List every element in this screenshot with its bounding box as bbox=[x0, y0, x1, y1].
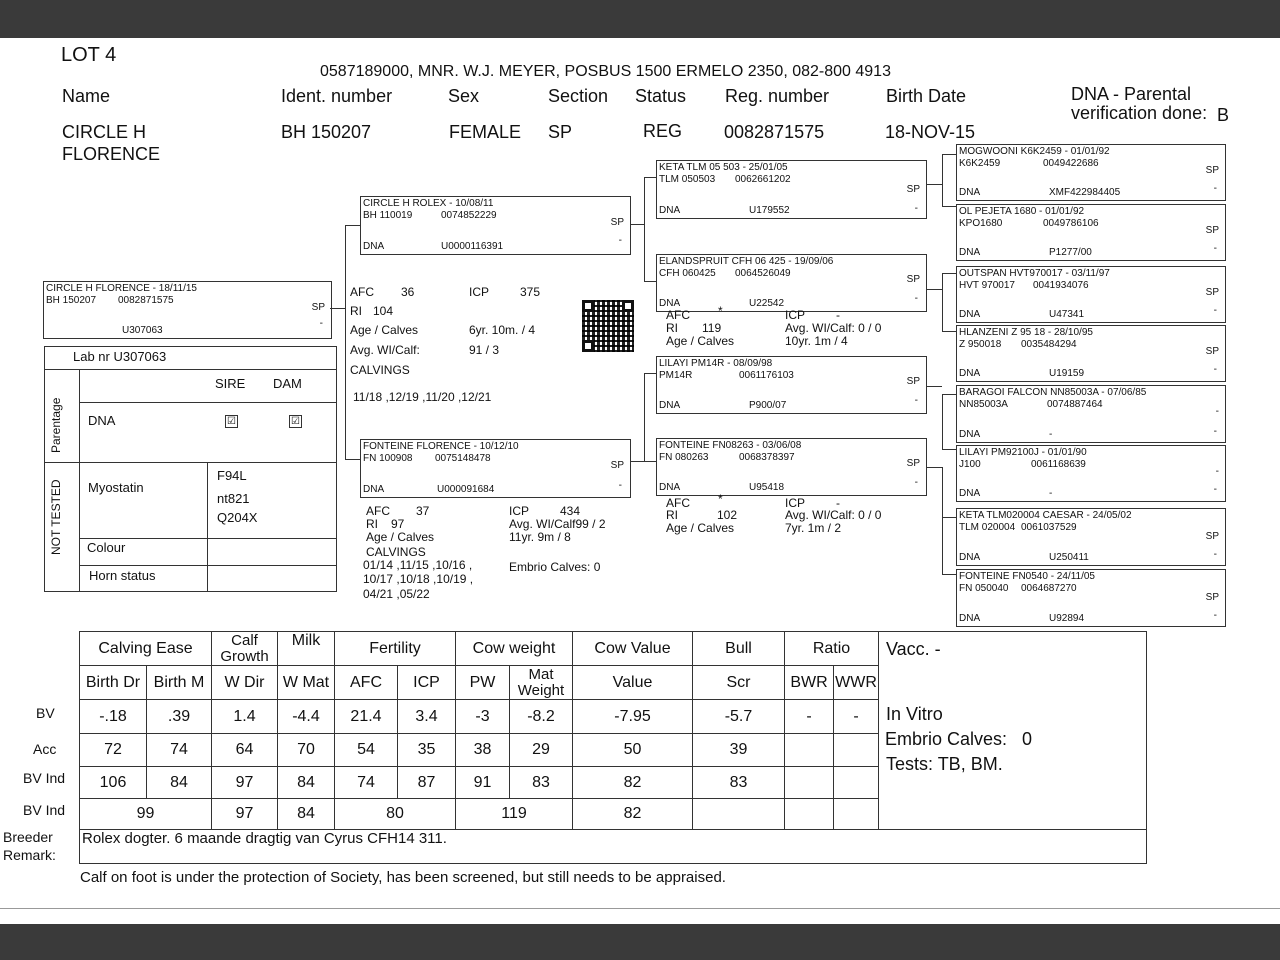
group-milk: Milk bbox=[278, 632, 335, 666]
subject-name: CIRCLE H FLORENCE - 18/11/15 bbox=[46, 283, 197, 294]
dam-dna-checkbox-icon: ☑ bbox=[289, 415, 302, 428]
ggp-dash: - bbox=[1213, 549, 1217, 560]
ggp-id: Z 950018 bbox=[959, 339, 1002, 350]
sire-dna: U0000116391 bbox=[441, 241, 504, 252]
ggp-dna: - bbox=[1049, 429, 1053, 440]
ind-cell bbox=[785, 767, 834, 799]
ggp-dash: - bbox=[1213, 183, 1217, 194]
col-scr: Scr bbox=[693, 666, 785, 700]
ggp-section: SP bbox=[1205, 287, 1219, 298]
bv-cell: -5.7 bbox=[693, 700, 785, 734]
group-fertility: Fertility bbox=[335, 632, 456, 666]
ind-cell: 84 bbox=[278, 767, 335, 799]
dam-dna-label: DNA bbox=[363, 484, 385, 495]
great-grandparent-box bbox=[956, 204, 1226, 261]
grandparent-dna-label: DNA bbox=[659, 400, 681, 411]
great-grandparent-box bbox=[956, 445, 1226, 502]
gd2-age-label: Age / Calves bbox=[666, 521, 735, 535]
ggp-dna-label: DNA bbox=[959, 309, 981, 320]
grandparent-name: LILAYI PM14R - 08/09/98 bbox=[659, 358, 773, 369]
myostatin-label: Myostatin bbox=[88, 480, 144, 495]
value-reg: 0082871575 bbox=[724, 122, 825, 142]
label-dna-verification: verification done: bbox=[1071, 103, 1208, 123]
grandparent-dash: - bbox=[914, 293, 918, 304]
ggp-dna: XMF422984405 bbox=[1049, 187, 1121, 198]
group-bull: Bull bbox=[693, 632, 785, 666]
label-section: Section bbox=[548, 86, 609, 106]
grandparent-dash: - bbox=[914, 395, 918, 406]
grandparent-name: FONTEINE FN08263 - 03/06/08 bbox=[659, 440, 802, 451]
ggp-reg: 0064687270 bbox=[1021, 583, 1077, 594]
grandparent-dna: U179552 bbox=[749, 205, 790, 216]
ggp-section: SP bbox=[1205, 165, 1219, 176]
acc-cell: 35 bbox=[398, 734, 456, 767]
gd1-age: 10yr. 1m / 4 bbox=[785, 334, 848, 348]
ind-cell: 82 bbox=[573, 767, 693, 799]
remark-label: Remark: bbox=[3, 847, 56, 863]
subject-section: SP bbox=[311, 302, 325, 313]
sire-id: BH 110019 bbox=[363, 210, 413, 221]
sire-dna-checkbox-icon: ☑ bbox=[225, 415, 238, 428]
label-status: Status bbox=[635, 86, 687, 106]
main-ri-label: RI bbox=[350, 304, 362, 318]
embrio-calves-value: 0 bbox=[1022, 729, 1033, 749]
main-ri: 104 bbox=[373, 304, 394, 318]
bv-cell: -7.95 bbox=[573, 700, 693, 734]
ggp-reg: 0041934076 bbox=[1033, 280, 1089, 291]
parentage-box bbox=[44, 346, 337, 592]
gd1-icp-label: ICP bbox=[785, 308, 806, 322]
ind-cell: 83 bbox=[693, 767, 785, 799]
label-ident: Ident. number bbox=[281, 86, 393, 106]
dam-header: DAM bbox=[273, 376, 302, 391]
gd1-afc-label: AFC bbox=[666, 308, 690, 322]
dam-calvings-1: 01/14 ,11/15 ,10/16 , bbox=[363, 558, 473, 572]
great-grandparent-box bbox=[956, 385, 1226, 443]
ggp-reg: 0049786106 bbox=[1043, 218, 1099, 229]
value-ident: BH 150207 bbox=[281, 122, 372, 142]
bottom-rule bbox=[0, 908, 1280, 909]
ggp-dna: U47341 bbox=[1049, 309, 1085, 320]
breeder-remark: Rolex dogter. 6 maande dragtig van Cyrus CFH14 311. bbox=[80, 830, 1147, 864]
grandparent-id: PM14R bbox=[659, 370, 693, 381]
bottom-bar bbox=[0, 924, 1280, 960]
main-wi-label: Avg. WI/Calf: bbox=[350, 343, 420, 357]
bv-cell: 3.4 bbox=[398, 700, 456, 734]
acc-cell: 72 bbox=[80, 734, 147, 767]
col-w-mat: W Mat bbox=[278, 666, 335, 700]
row-label-acc: Acc bbox=[33, 741, 57, 757]
ggp-dna-label: DNA bbox=[959, 247, 981, 258]
value-section: SP bbox=[548, 122, 573, 142]
acc-cell: 50 bbox=[573, 734, 693, 767]
ind2-cell: 84 bbox=[278, 799, 335, 830]
ind2-cell bbox=[785, 799, 834, 830]
dam-ri-label: RI bbox=[366, 517, 378, 531]
ind2-cell: 82 bbox=[573, 799, 693, 830]
grandparent-dna: P900/07 bbox=[749, 400, 787, 411]
ggp-section: SP bbox=[1205, 531, 1219, 542]
sire-section: SP bbox=[610, 217, 624, 228]
subject-dna: U307063 bbox=[122, 325, 163, 336]
subject-dash: - bbox=[319, 318, 323, 329]
gd2-wi: Avg. WI/Calf: 0 / 0 bbox=[785, 508, 882, 522]
grandparent-id: CFH 060425 bbox=[659, 268, 716, 279]
sire-header: SIRE bbox=[215, 376, 246, 391]
dam-age-label: Age / Calves bbox=[366, 530, 435, 544]
great-grandparent-box bbox=[956, 508, 1226, 566]
gd2-afc-label: AFC bbox=[666, 496, 690, 510]
dam-afc: 37 bbox=[416, 504, 430, 518]
ggp-section: SP bbox=[1205, 346, 1219, 357]
grandparent-reg: 0064526049 bbox=[735, 268, 791, 279]
grandparent-dna-label: DNA bbox=[659, 205, 681, 216]
breeder-label: Breeder bbox=[3, 829, 53, 845]
subject-box bbox=[43, 281, 332, 339]
gd2-icp-label: ICP bbox=[785, 496, 806, 510]
ggp-section: SP bbox=[1205, 592, 1219, 603]
grandparent-reg: 0061176103 bbox=[739, 370, 794, 381]
main-age-label: Age / Calves bbox=[350, 323, 419, 337]
parentage-label: Parentage bbox=[49, 397, 63, 453]
ggp-dna-label: DNA bbox=[959, 488, 981, 499]
ggp-reg: 0061037529 bbox=[1021, 522, 1077, 533]
ggp-reg: 0061168639 bbox=[1031, 459, 1086, 470]
ggp-reg: 0035484294 bbox=[1021, 339, 1077, 350]
grandparent-dash: - bbox=[914, 477, 918, 488]
ggp-dna-label: DNA bbox=[959, 552, 981, 563]
ggp-reg: 0074887464 bbox=[1047, 399, 1103, 410]
grandparent-dna: U95418 bbox=[749, 482, 785, 493]
bv-cell: - bbox=[785, 700, 834, 734]
acc-cell: 70 bbox=[278, 734, 335, 767]
dam-afc-label: AFC bbox=[366, 504, 390, 518]
gd2-ri: 102 bbox=[717, 508, 738, 522]
ggp-dash: - bbox=[1213, 243, 1217, 254]
great-grandparent-box bbox=[956, 266, 1226, 323]
main-wi: 91 / 3 bbox=[469, 343, 500, 357]
gd2-icp: - bbox=[836, 496, 840, 510]
row-label-bv-ind: BV Ind bbox=[23, 770, 66, 786]
value-sex: FEMALE bbox=[449, 122, 522, 142]
ind-cell: 74 bbox=[335, 767, 398, 799]
ggp-dna: P1277/00 bbox=[1049, 247, 1092, 258]
ggp-dna-label: DNA bbox=[959, 429, 981, 440]
grandparent-section: SP bbox=[906, 274, 920, 285]
main-icp: 375 bbox=[520, 285, 541, 299]
value-name-line1: CIRCLE H bbox=[62, 122, 147, 142]
col-mat-weight: Mat Weight bbox=[510, 666, 573, 700]
ind2-cell: 119 bbox=[456, 799, 573, 830]
ggp-name: LILAYI PM92100J - 01/01/90 bbox=[959, 447, 1087, 458]
dam-calvings-2: 10/17 ,10/18 ,10/19 , bbox=[363, 572, 474, 586]
dam-calvings-3: 04/21 ,05/22 bbox=[363, 587, 430, 601]
main-calvings-label: CALVINGS bbox=[350, 363, 410, 377]
grandparent-name: KETA TLM 05 503 - 25/01/05 bbox=[659, 162, 788, 173]
dam-box bbox=[360, 439, 631, 498]
dam-icp-label: ICP bbox=[509, 504, 530, 518]
label-sex: Sex bbox=[448, 86, 480, 106]
value-status: REG bbox=[643, 121, 683, 141]
lab-number: Lab nr U307063 bbox=[73, 349, 167, 364]
ind2-cell: 99 bbox=[80, 799, 212, 830]
col-birth-dr: Birth Dr bbox=[80, 666, 147, 700]
ggp-id: HVT 970017 bbox=[959, 280, 1015, 291]
dam-icp: 434 bbox=[560, 504, 581, 518]
bv-cell: 21.4 bbox=[335, 700, 398, 734]
sire-box bbox=[360, 196, 631, 255]
gd1-ri-label: RI bbox=[666, 321, 678, 335]
ind2-cell: 80 bbox=[335, 799, 456, 830]
myostatin-f94l: F94L bbox=[217, 468, 247, 483]
acc-cell bbox=[834, 734, 879, 767]
dam-ri: 97 bbox=[391, 517, 405, 531]
grandparent-dna-label: DNA bbox=[659, 482, 681, 493]
grandparent-reg: 0062661202 bbox=[735, 174, 791, 185]
value-dna-verification: B bbox=[1217, 105, 1230, 125]
ggp-section: - bbox=[1215, 466, 1219, 477]
ind-cell: 97 bbox=[212, 767, 278, 799]
sire-name: CIRCLE H ROLEX - 10/08/11 bbox=[363, 198, 494, 209]
ggp-dna-label: DNA bbox=[959, 368, 981, 379]
ggp-dna: U250411 bbox=[1049, 552, 1089, 563]
ind-cell: 87 bbox=[398, 767, 456, 799]
dam-calvings-label: CALVINGS bbox=[366, 545, 426, 559]
horn-status-label: Horn status bbox=[89, 568, 156, 583]
breeding-values-table bbox=[79, 631, 1147, 864]
acc-cell bbox=[785, 734, 834, 767]
dna-row-label: DNA bbox=[88, 413, 116, 428]
bv-cell: -3 bbox=[456, 700, 510, 734]
ggp-id: K6K2459 bbox=[959, 158, 1001, 169]
grandparent-section: SP bbox=[906, 184, 920, 195]
gd1-afc: * bbox=[718, 304, 723, 318]
ggp-section: SP bbox=[1205, 225, 1219, 236]
not-tested-label: NOT TESTED bbox=[49, 479, 63, 555]
col-birth-m: Birth M bbox=[147, 666, 212, 700]
colour-label: Colour bbox=[87, 540, 126, 555]
ggp-id: NN85003A bbox=[959, 399, 1008, 410]
dam-section: SP bbox=[610, 460, 624, 471]
grandparent-box bbox=[656, 438, 927, 496]
ggp-dna: - bbox=[1049, 488, 1053, 499]
ggp-dna-label: DNA bbox=[959, 613, 981, 624]
gd2-age: 7yr. 1m / 2 bbox=[785, 521, 842, 535]
ggp-name: MOGWOONI K6K2459 - 01/01/92 bbox=[959, 146, 1110, 157]
ggp-dna: U92894 bbox=[1049, 613, 1085, 624]
grandparent-id: FN 080263 bbox=[659, 452, 709, 463]
ind-cell: 106 bbox=[80, 767, 147, 799]
main-age: 6yr. 10m. / 4 bbox=[469, 323, 536, 337]
grandparent-section: SP bbox=[906, 376, 920, 387]
grandparent-box bbox=[656, 254, 927, 312]
dam-id: FN 100908 bbox=[363, 453, 413, 464]
dam-dash: - bbox=[618, 480, 622, 491]
col-wwr: WWR bbox=[834, 666, 879, 700]
ggp-name: FONTEINE FN0540 - 24/11/05 bbox=[959, 571, 1095, 582]
grandparent-id: TLM 050503 bbox=[659, 174, 716, 185]
grandparent-box bbox=[656, 160, 927, 219]
acc-cell: 54 bbox=[335, 734, 398, 767]
bv-cell: 1.4 bbox=[212, 700, 278, 734]
dam-reg: 0075148478 bbox=[435, 453, 491, 464]
ggp-name: OL PEJETA 1680 - 01/01/92 bbox=[959, 206, 1085, 217]
myostatin-nt821: nt821 bbox=[217, 491, 250, 506]
dam-wi: Avg. WI/Calf99 / 2 bbox=[509, 517, 606, 531]
ggp-id: TLM 020004 bbox=[959, 522, 1016, 533]
gd1-wi: Avg. WI/Calf: 0 / 0 bbox=[785, 321, 882, 335]
col-afc: AFC bbox=[335, 666, 398, 700]
dam-embrio: Embrio Calves: 0 bbox=[509, 560, 601, 574]
tests-text: Tests: TB, BM. bbox=[886, 754, 1003, 774]
col-w-dir: W Dir bbox=[212, 666, 278, 700]
vaccination-panel bbox=[879, 632, 1147, 830]
ind-cell: 83 bbox=[510, 767, 573, 799]
ggp-dna-label: DNA bbox=[959, 187, 981, 198]
qr-code-icon bbox=[582, 300, 634, 352]
bv-cell: -.18 bbox=[80, 700, 147, 734]
group-cow-value: Cow Value bbox=[573, 632, 693, 666]
ind-cell bbox=[834, 767, 879, 799]
acc-cell: 29 bbox=[510, 734, 573, 767]
gd1-age-label: Age / Calves bbox=[666, 334, 735, 348]
acc-cell: 38 bbox=[456, 734, 510, 767]
ggp-id: KPO1680 bbox=[959, 218, 1003, 229]
col-bwr: BWR bbox=[785, 666, 834, 700]
acc-cell: 64 bbox=[212, 734, 278, 767]
great-grandparent-box bbox=[956, 569, 1226, 627]
row-label-bv-ind-2: BV Ind bbox=[23, 802, 66, 818]
subject-reg: 0082871575 bbox=[118, 295, 174, 306]
grandparent-dna: U22542 bbox=[749, 298, 785, 309]
main-afc-label: AFC bbox=[350, 285, 374, 299]
great-grandparent-box bbox=[956, 144, 1226, 201]
label-birth: Birth Date bbox=[886, 86, 967, 106]
group-ratio: Ratio bbox=[785, 632, 879, 666]
value-birth: 18-NOV-15 bbox=[885, 122, 976, 142]
top-bar bbox=[0, 0, 1280, 38]
great-grandparent-box bbox=[956, 325, 1226, 382]
ggp-dna: U19159 bbox=[1049, 368, 1085, 379]
col-icp: ICP bbox=[398, 666, 456, 700]
label-name: Name bbox=[62, 86, 111, 106]
group-cow-weight: Cow weight bbox=[456, 632, 573, 666]
owner-contact: 0587189000, MNR. W.J. MEYER, POSBUS 1500 ERMELO 2350, 082-800 4913 bbox=[320, 63, 891, 80]
subject-id: BH 150207 bbox=[46, 295, 97, 306]
vacc-text: Vacc. - bbox=[886, 639, 941, 659]
sire-dna-label: DNA bbox=[363, 241, 385, 252]
dam-dna: U000091684 bbox=[437, 484, 495, 495]
myostatin-q204x: Q204X bbox=[217, 510, 258, 525]
ind-cell: 84 bbox=[147, 767, 212, 799]
label-reg: Reg. number bbox=[725, 86, 830, 106]
ggp-id: J100 bbox=[959, 459, 981, 470]
ggp-dash: - bbox=[1213, 426, 1217, 437]
dam-name: FONTEINE FLORENCE - 10/12/10 bbox=[363, 441, 519, 452]
grandparent-dna-label: DNA bbox=[659, 298, 681, 309]
gd2-ri-label: RI bbox=[666, 508, 678, 522]
acc-cell: 74 bbox=[147, 734, 212, 767]
ind2-cell bbox=[834, 799, 879, 830]
ggp-name: HLANZENI Z 95 18 - 28/10/95 bbox=[959, 327, 1093, 338]
dam-age: 11yr. 9m / 8 bbox=[509, 530, 571, 544]
sire-reg: 0074852229 bbox=[441, 210, 497, 221]
ggp-reg: 0049422686 bbox=[1043, 158, 1099, 169]
bv-cell: -8.2 bbox=[510, 700, 573, 734]
bv-cell: -4.4 bbox=[278, 700, 335, 734]
grandparent-reg: 0068378397 bbox=[739, 452, 795, 463]
row-label-bv: BV bbox=[36, 705, 55, 721]
main-icp-label: ICP bbox=[469, 285, 490, 299]
ggp-dash: - bbox=[1213, 305, 1217, 316]
gd1-ri: 119 bbox=[702, 321, 722, 335]
ggp-name: OUTSPAN HVT970017 - 03/11/97 bbox=[959, 268, 1110, 279]
ggp-dash: - bbox=[1213, 364, 1217, 375]
ggp-id: FN 050040 bbox=[959, 583, 1009, 594]
grandparent-box bbox=[656, 356, 927, 414]
sire-dash: - bbox=[618, 235, 622, 246]
bv-cell: - bbox=[834, 700, 879, 734]
ind-cell: 91 bbox=[456, 767, 510, 799]
grandparent-section: SP bbox=[906, 458, 920, 469]
col-pw: PW bbox=[456, 666, 510, 700]
ggp-name: BARAGOI FALCON NN85003A - 07/06/85 bbox=[959, 387, 1147, 398]
ggp-dash: - bbox=[1213, 610, 1217, 621]
label-dna-parental: DNA - Parental bbox=[1071, 84, 1192, 104]
group-calf-growth: Calf Growth bbox=[212, 632, 278, 666]
embrio-calves-label: Embrio Calves: bbox=[885, 729, 1008, 749]
value-name-line2: FLORENCE bbox=[62, 144, 161, 164]
bv-cell: .39 bbox=[147, 700, 212, 734]
ggp-section: - bbox=[1215, 406, 1219, 417]
in-vitro-text: In Vitro bbox=[886, 704, 943, 724]
ind2-cell: 97 bbox=[212, 799, 278, 830]
grandparent-name: ELANDSPRUIT CFH 06 425 - 19/09/06 bbox=[659, 256, 834, 267]
col-value: Value bbox=[573, 666, 693, 700]
lot-number: LOT 4 bbox=[61, 44, 117, 66]
acc-cell: 39 bbox=[693, 734, 785, 767]
gd1-icp: - bbox=[836, 308, 840, 322]
ggp-dash: - bbox=[1213, 484, 1217, 495]
footer-note: Calf on foot is under the protection of Society, has been screened, but still needs to be appraised. bbox=[80, 869, 726, 886]
ggp-name: KETA TLM020004 CAESAR - 24/05/02 bbox=[959, 510, 1132, 521]
grandparent-dash: - bbox=[914, 203, 918, 214]
main-afc: 36 bbox=[401, 285, 415, 299]
main-calvings: 11/18 ,12/19 ,11/20 ,12/21 bbox=[353, 390, 492, 404]
group-calving-ease: Calving Ease bbox=[80, 632, 212, 666]
ind2-cell bbox=[693, 799, 785, 830]
gd2-afc: * bbox=[718, 492, 723, 506]
